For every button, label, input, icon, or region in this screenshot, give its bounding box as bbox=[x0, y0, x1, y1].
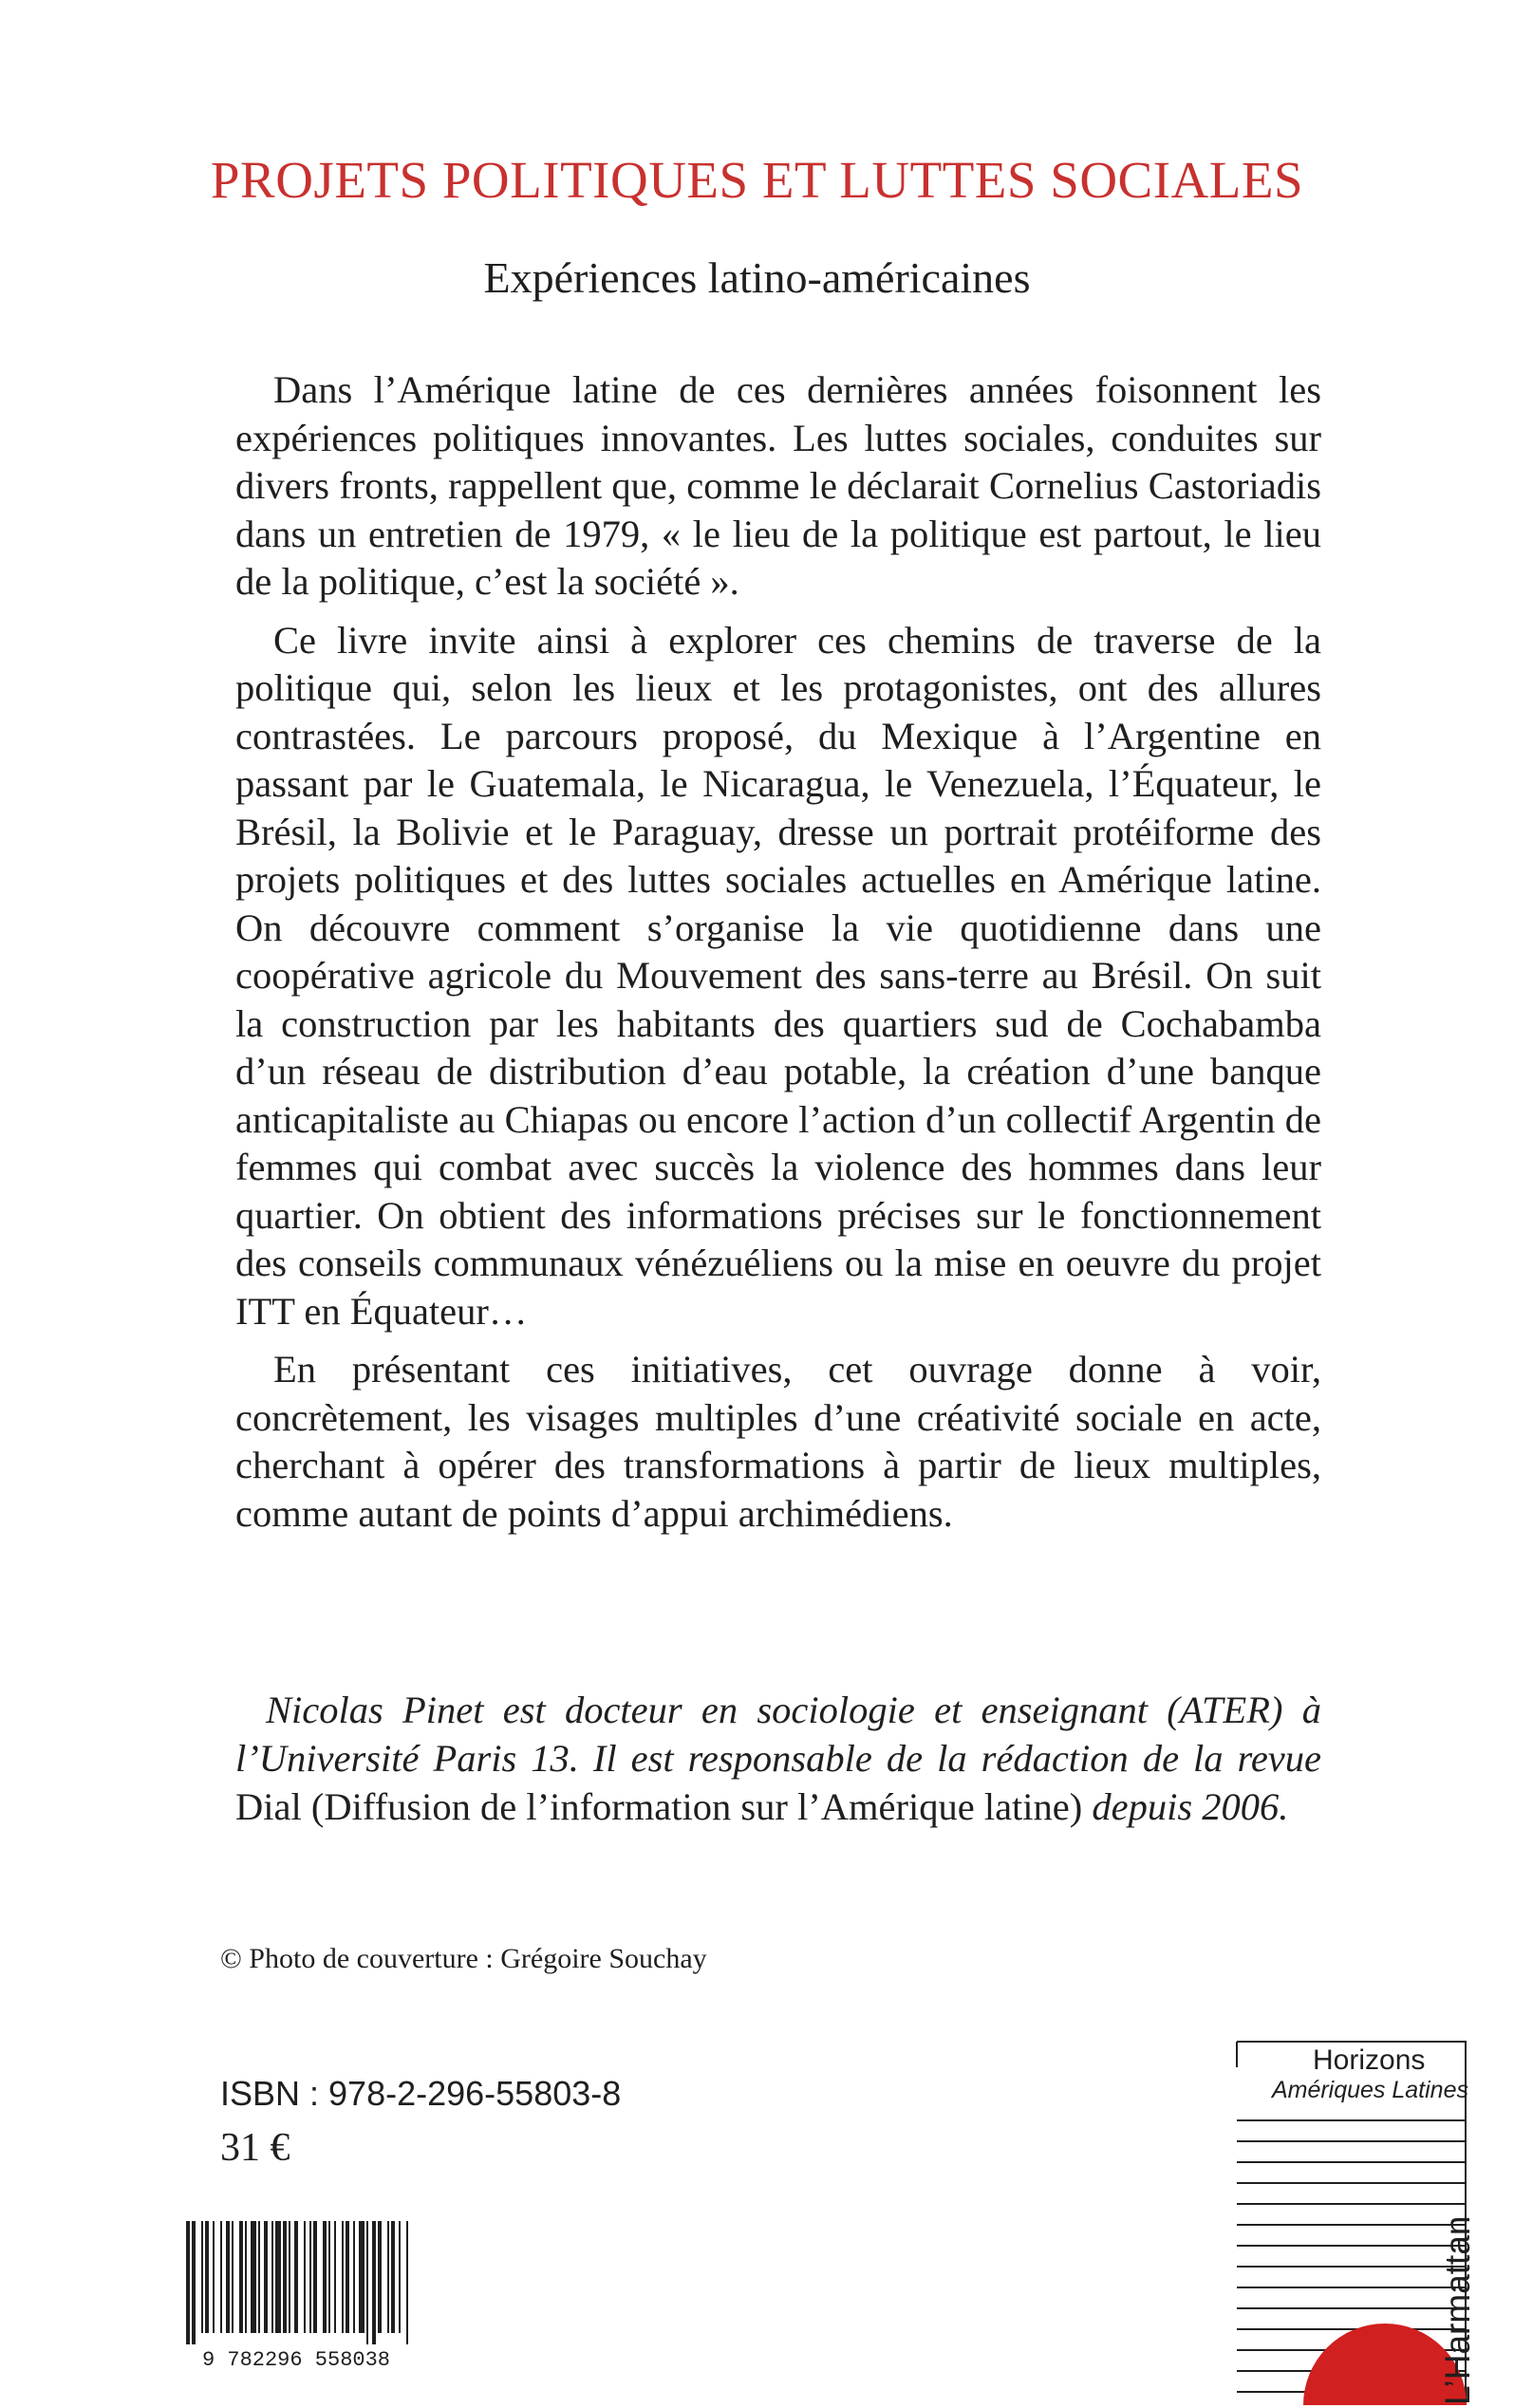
barcode-bar bbox=[192, 2221, 196, 2344]
barcode-bar bbox=[328, 2221, 330, 2333]
journal-name: Dial bbox=[235, 1785, 302, 1828]
barcode-bar bbox=[353, 2221, 355, 2333]
barcode-bar bbox=[406, 2221, 408, 2344]
barcode-bar bbox=[294, 2221, 298, 2333]
barcode-bar bbox=[186, 2221, 190, 2344]
barcode-bar bbox=[313, 2221, 317, 2333]
journal-full-name: (Diffusion de l’information sur l’Amérique latine) bbox=[301, 1785, 1093, 1828]
barcode-bar bbox=[258, 2221, 260, 2333]
barcode-bar bbox=[205, 2221, 209, 2333]
barcode-bar bbox=[283, 2221, 287, 2333]
blurb-paragraph-3: En présentant ces initiatives, cet ouvrage donne à voir, concrètement, les visages multiples d’une créativité sociale en acte, cherchant à opérer des transformations à partir de lieux multiples, comme autant de points d’appui archimédiens. bbox=[235, 1348, 1321, 1535]
author-bio bbox=[235, 1686, 1321, 1831]
price: 31 € bbox=[220, 2126, 290, 2170]
barcode-bar bbox=[334, 2221, 336, 2333]
barcode-bar bbox=[271, 2221, 273, 2333]
barcode-bar bbox=[220, 2221, 222, 2333]
author-bio-text-2: depuis 2006. bbox=[1092, 1785, 1289, 1828]
barcode-bar bbox=[251, 2221, 256, 2333]
barcode-bar bbox=[391, 2221, 395, 2333]
author-bio-text-1: est docteur en sociologie et enseignant (ATER) à l’Université Paris 13. Il est responsable de la rédaction de la revue bbox=[235, 1689, 1321, 1780]
barcode-bar bbox=[342, 2221, 344, 2333]
barcode-bar bbox=[245, 2221, 247, 2333]
barcode-bar bbox=[213, 2221, 215, 2333]
barcode-bar bbox=[309, 2221, 311, 2333]
barcode-bar bbox=[289, 2221, 290, 2333]
isbn: ISBN : 978-2-296-55803-8 bbox=[220, 2074, 622, 2113]
author-name: Nicolas Pinet bbox=[266, 1689, 484, 1731]
barcode-bar bbox=[346, 2221, 349, 2333]
barcode bbox=[167, 2217, 425, 2369]
barcode-bar bbox=[378, 2221, 382, 2333]
barcode-bar bbox=[387, 2221, 389, 2333]
barcode-bar bbox=[359, 2221, 364, 2333]
blurb bbox=[235, 366, 1321, 1548]
barcode-bar bbox=[226, 2221, 230, 2333]
barcode-graphic bbox=[167, 2217, 425, 2369]
photo-credit: © Photo de couverture : Grégoire Souchay bbox=[220, 1943, 707, 1974]
collection-name-line2: Amériques Latines bbox=[1271, 2077, 1468, 2103]
barcode-digits: 9 782296 558038 bbox=[201, 2348, 391, 2369]
barcode-bar bbox=[232, 2221, 234, 2333]
barcode-bar bbox=[323, 2221, 327, 2333]
blurb-paragraph-1: Dans l’Amérique latine de ces dernières années foisonnent les expériences politiques innovantes. Les luttes sociales, conduites sur divers fronts, rappellent que, comme le déclarait Cornelius Castoriadis dans un entretien de 1979, « le lieu de la politique est partout, le lieu de la politique, c’est la société ». bbox=[235, 368, 1321, 603]
barcode-bar bbox=[372, 2221, 376, 2344]
barcode-bar bbox=[264, 2221, 268, 2333]
barcode-bar bbox=[366, 2221, 368, 2344]
book-subtitle: Expériences latino-américaines bbox=[483, 253, 1031, 302]
collection-logo bbox=[1224, 2041, 1486, 2405]
collection-name-line1: Horizons bbox=[1313, 2044, 1426, 2076]
barcode-bar bbox=[275, 2221, 281, 2333]
barcode-bar bbox=[304, 2221, 306, 2333]
publisher-name: L’Harmattan bbox=[1438, 2215, 1477, 2405]
blurb-paragraph-2: Ce livre invite ainsi à explorer ces chemins de traverse de la politique qui, selon les lieux et les protagonistes, ont des allures contrastées. Le parcours proposé, du Mexique à l’Argentine en passant par le Guatemala, le Nicaragua, le Venezuela, l’Équateur, le Brésil, la Bolivie et le Paraguay, dresse un portrait protéiforme des projets politiques et des luttes sociales actuelles en Amérique latine. On découvre comment s’organise la vie quotidienne dans une coopérative agricole du Mouvement des sans-terre au Brésil. On suit la construction par les habitants des quartiers sud de Cochabamba d’un réseau de distribution d’eau potable, la création d’une banque anticapitaliste au Chiapas ou encore l’action d’un collectif Argentin de femmes qui combat avec succès la violence des hommes dans leur quartier. On obtient des informations précises sur le fonctionnement des conseils communaux vénézuéliens ou la mise en oeuvre du projet ITT en Équateur… bbox=[235, 618, 1321, 1333]
barcode-bar bbox=[399, 2221, 401, 2333]
barcode-bar bbox=[239, 2221, 243, 2333]
book-title: PROJETS POLITIQUES ET LUTTES SOCIALES bbox=[210, 151, 1304, 209]
barcode-bar bbox=[201, 2221, 203, 2333]
